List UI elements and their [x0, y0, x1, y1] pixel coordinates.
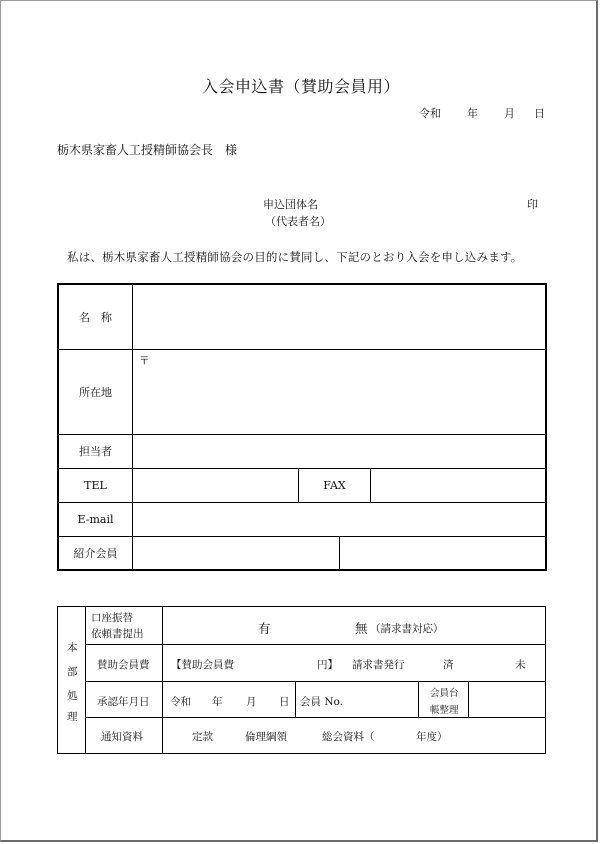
seal-mark: 印 — [527, 198, 538, 211]
transfer-no: 無 — [355, 621, 368, 636]
member-no-field[interactable] — [349, 682, 417, 716]
approval-era: 令和 — [170, 696, 191, 708]
invoice-done: 済 — [443, 659, 454, 671]
referrer-label: 紹介会員 — [73, 546, 118, 560]
member-no-label: 会員 No. — [300, 696, 343, 708]
notice-item-articles: 定款 — [192, 731, 213, 743]
invoice-label: 請求書発行 — [352, 659, 405, 671]
name-label: 名 称 — [79, 311, 112, 324]
tel-label: TEL — [84, 478, 107, 492]
approval-day: 日 — [279, 696, 290, 708]
representative-label: （代表者名） — [265, 215, 331, 228]
tel-field[interactable] — [133, 469, 298, 502]
ledger-label-line1: 会員台 — [430, 688, 459, 699]
fax-label: FAX — [323, 478, 346, 492]
notice-item-general-meeting: 総会資料（ — [322, 731, 375, 743]
invoice-pending: 未 — [515, 659, 526, 671]
approval-year: 年 — [212, 696, 223, 708]
ledger-field[interactable] — [469, 682, 545, 716]
notice-label: 通知資料 — [101, 731, 143, 743]
referrer-field-2[interactable] — [340, 537, 545, 569]
name-field[interactable] — [133, 285, 545, 349]
email-label: E-mail — [77, 512, 114, 526]
fee-label: 賛助会員費 — [97, 659, 150, 671]
email-field[interactable] — [133, 503, 545, 536]
ledger-label-line2: 帳整理 — [430, 705, 459, 716]
notice-item-ethics: 倫理綱領 — [245, 731, 287, 743]
address-label: 所在地 — [79, 385, 112, 399]
approval-month: 月 — [246, 696, 257, 708]
date-day: 日 — [534, 107, 545, 120]
transfer-label-line2: 依頼書提出 — [91, 628, 144, 640]
contact-person-label: 担当者 — [79, 445, 112, 458]
notice-item-fiscal-year: 年度） — [416, 731, 448, 743]
addressee: 栃木県家畜人工授精師協会長 様 — [57, 143, 238, 157]
transfer-yes: 有 — [258, 621, 271, 636]
document-title: 入会申込書（賛助会員用） — [201, 77, 400, 96]
office-section-char-1: 本 — [67, 642, 78, 654]
application-form-table — [57, 283, 547, 571]
fee-value-open: 【賛助会員費 — [171, 659, 234, 671]
approval-label: 承認年月日 — [97, 696, 150, 708]
transfer-label-line1: 口座振替 — [91, 612, 133, 624]
date-month: 月 — [504, 107, 515, 120]
office-section-char-2: 部 — [67, 666, 78, 678]
fee-value-close: 円】 — [317, 659, 338, 671]
fax-field[interactable] — [371, 469, 545, 502]
transfer-note: （請求書対応） — [370, 623, 444, 635]
application-statement: 私は、栃木県家畜人工授精師協会の目的に賛同し、下記のとおり入会を申し込みます。 — [67, 250, 523, 264]
office-section-char-4: 理 — [67, 711, 78, 723]
office-section-char-3: 処 — [67, 690, 78, 702]
address-field[interactable] — [133, 350, 545, 434]
office-use-table — [57, 606, 546, 754]
date-year: 年 — [467, 107, 478, 120]
postal-mark: 〒 — [139, 355, 150, 367]
contact-person-field[interactable] — [133, 435, 545, 468]
referrer-field-1[interactable] — [133, 537, 339, 569]
applicant-label: 申込団体名 — [263, 198, 318, 211]
date-era: 令和 — [419, 107, 441, 120]
